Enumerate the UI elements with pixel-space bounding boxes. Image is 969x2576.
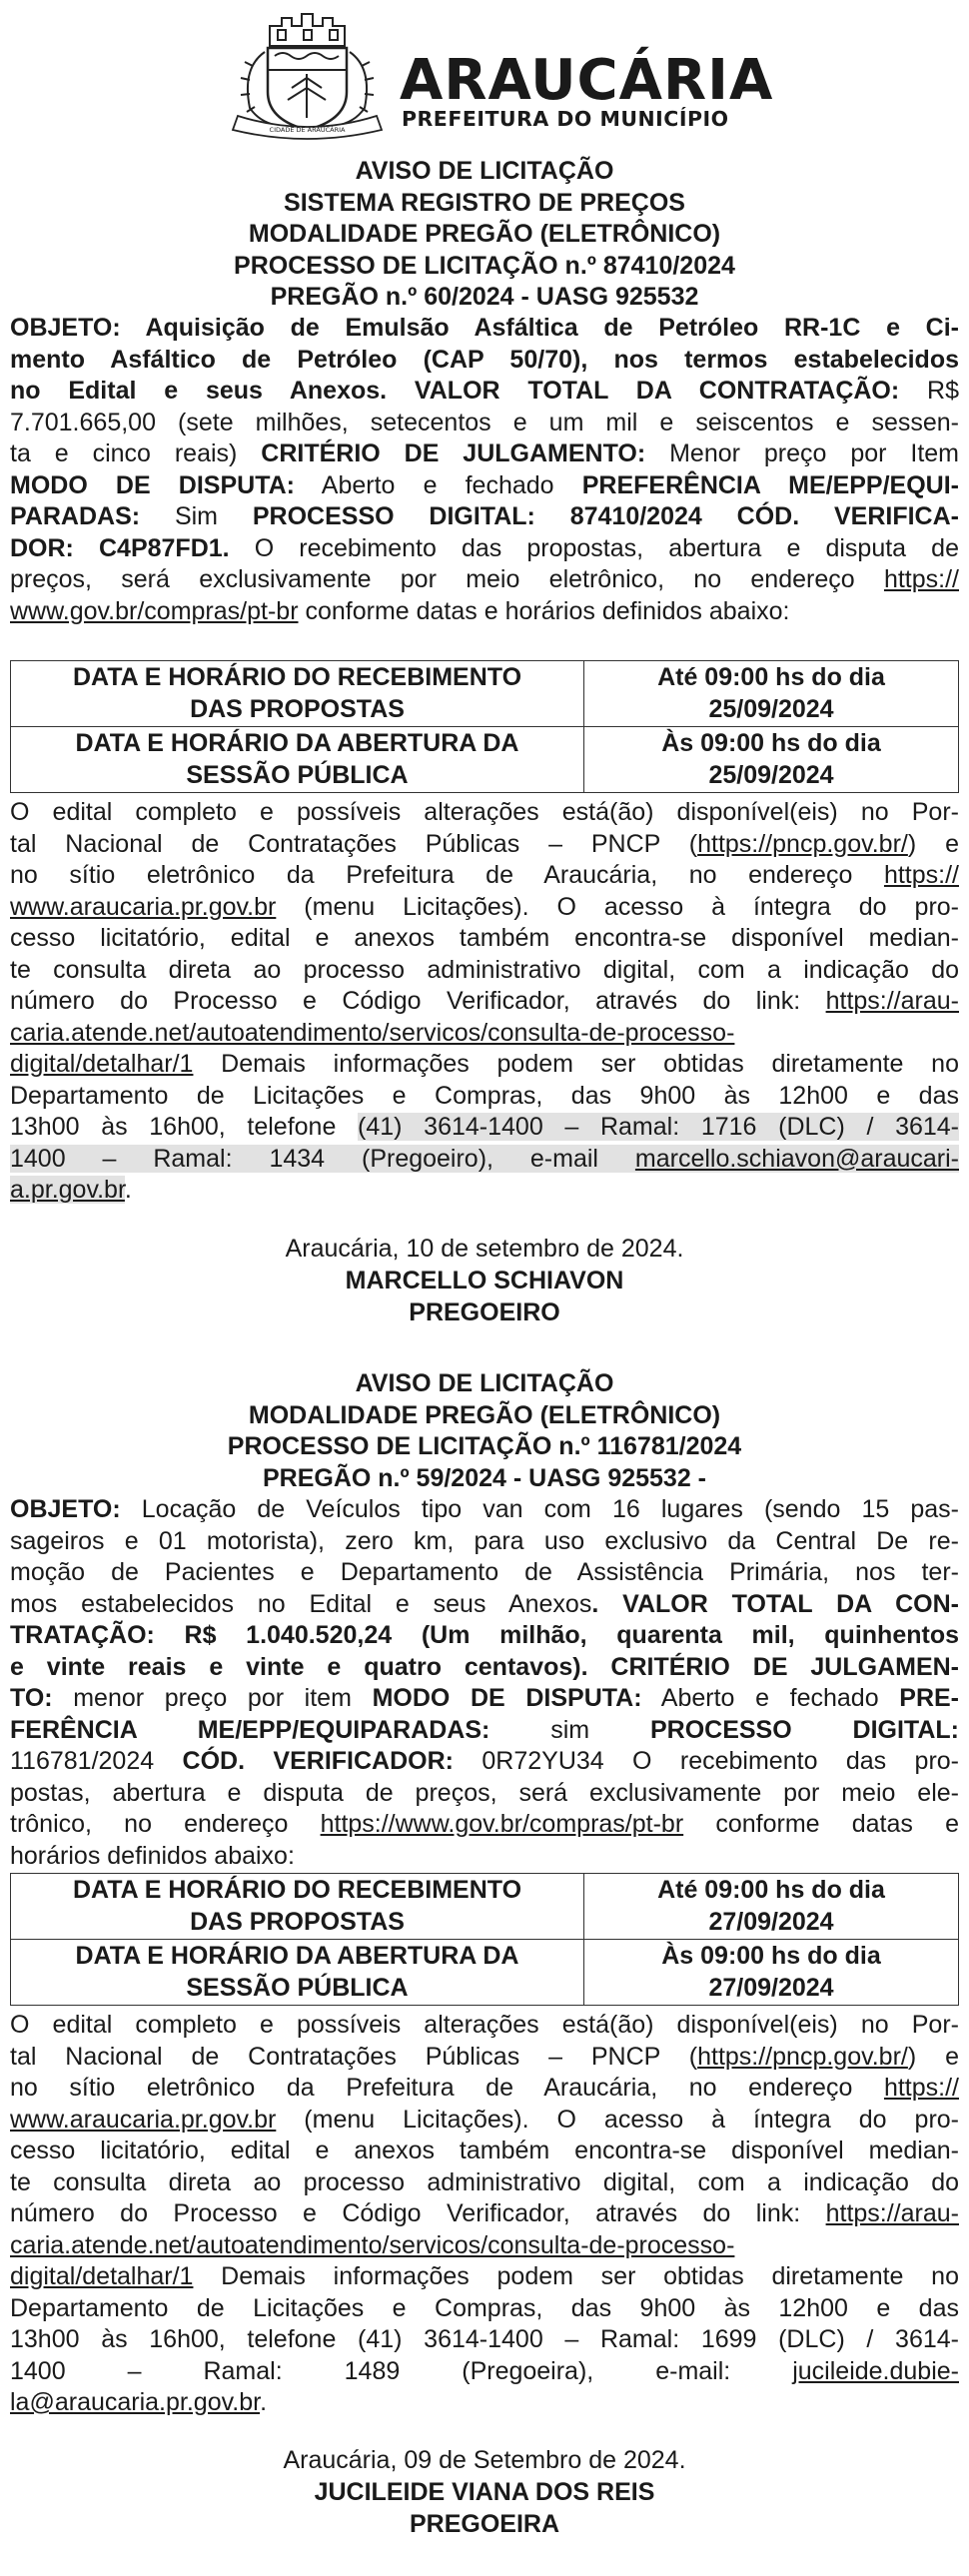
process-consult-link[interactable]: https://arau- — [825, 2199, 959, 2227]
table-row — [11, 1874, 959, 1940]
text-run: 1400 – Ramal: 1434 (Pregoeiro), e-mail — [10, 1144, 635, 1173]
schedule-label-cell — [11, 727, 584, 793]
text-run: (menu Licitações). O acesso à íntegra do pro- — [276, 892, 959, 921]
text-run: cesso licitatório, edital e anexos também encontra-se disponível median- — [10, 924, 959, 952]
text-run: PREFERÊNCIA ME/EPP/EQUI- — [581, 470, 959, 499]
notice2-title-line: PREGÃO n.º 59/2024 - UASG 925532 - — [262, 1463, 707, 1492]
text-run: . — [260, 2388, 268, 2416]
text-run: sageiros e 01 motorista), zero km, para uso exclusivo da Central De re- — [10, 1526, 959, 1555]
cell-text: DATA E HORÁRIO DO RECEBIMENTO — [72, 663, 522, 691]
signer-role: PREGOEIRA — [409, 2510, 560, 2538]
text-run: 13h00 às 16h00, telefone (41) 3614-1400 – Ramal: 1699 (DLC) / 3614- — [10, 2325, 959, 2353]
text-run: Menor preço por Item — [645, 439, 959, 467]
compras-link[interactable]: https:// — [883, 565, 959, 593]
text-run: tal Nacional de Contratações Públicas – PNCP ( — [10, 829, 698, 858]
cell-text: Às 09:00 hs do dia — [661, 729, 881, 757]
notice1-signature — [0, 1233, 969, 1328]
text-run: O edital completo e possíveis alterações está(ão) disponível(eis) no Por- — [10, 2011, 959, 2039]
notice1-object-paragraph — [10, 313, 959, 627]
text-run: horários definidos abaixo: — [10, 1841, 295, 1870]
text-run: OBJETO: Aquisição de Emulsão Asfáltica de Petróleo RR-1C e Ci- — [10, 314, 959, 342]
cell-text: SESSÃO PÚBLICA — [186, 760, 409, 789]
cell-text: Até 09:00 hs do dia — [657, 663, 885, 691]
signer-name: JUCILEIDE VIANA DOS REIS — [314, 2478, 655, 2506]
place-date: Araucária, 10 de setembro de 2024. — [285, 1235, 684, 1263]
text-run: ) e — [907, 2042, 959, 2071]
text-run: PROCESSO DIGITAL: 87410/2024 CÓD. VERIFICA- — [252, 502, 959, 530]
text-run: CÓD. VERIFICADOR: — [182, 1747, 454, 1775]
coat-of-arms-logo — [220, 8, 395, 145]
schedule-label-cell — [11, 1874, 584, 1940]
text-run: Aberto e fechado — [295, 470, 582, 499]
notice2-title-line: PROCESSO DE LICITAÇÃO n.º 116781/2024 — [227, 1432, 742, 1460]
brand-subtitle: PREFEITURA DO MUNICÍPIO — [402, 107, 729, 131]
text-run: Departamento de Licitações e Compras, das 9h00 às 12h00 e das — [10, 1081, 959, 1110]
text-run: mos estabelecidos no Edital e seus Anexos — [10, 1589, 592, 1618]
schedule-value-cell — [584, 1874, 959, 1940]
cell-text: DAS PROPOSTAS — [190, 1907, 405, 1936]
text-run: cesso licitatório, edital e anexos também encontra-se disponível median- — [10, 2137, 959, 2164]
text-run: 7.701.665,00 (sete milhões, setecentos e um mil e seiscentos e sessen- — [10, 408, 959, 436]
process-consult-link[interactable]: digital/detalhar/1 — [10, 2262, 194, 2290]
cell-text: 25/09/2024 — [708, 694, 834, 723]
text-run: FERÊNCIA ME/EPP/EQUIPARADAS: — [10, 1715, 490, 1744]
notice1-title-line: PREGÃO n.º 60/2024 - UASG 925532 — [270, 283, 699, 311]
schedule-value-cell — [584, 1940, 959, 2006]
schedule-value-cell — [584, 727, 959, 793]
brand-block — [400, 48, 774, 131]
notice2-object-paragraph — [10, 1494, 959, 1872]
email-link[interactable]: la@araucaria.pr.gov.br — [10, 2388, 261, 2416]
text-run: 13h00 às 16h00, telefone — [10, 1113, 359, 1141]
notice2-schedule-table — [10, 1873, 959, 2006]
phone-number: (41) 3614-1400 – Ramal: 1716 (DLC) / 3614- — [358, 1113, 960, 1141]
text-run: MODO DE DISPUTA: — [10, 470, 295, 499]
text-run: ta e cinco reais) — [10, 439, 262, 467]
text-run: O edital completo e possíveis alterações está(ão) disponível(eis) no Por- — [10, 798, 959, 826]
cell-text: 27/09/2024 — [708, 1907, 834, 1936]
table-row — [11, 727, 959, 793]
text-run: Demais informações podem ser obtidas diretamente no — [193, 2262, 959, 2290]
notice1-title-line: AVISO DE LICITAÇÃO — [355, 157, 614, 185]
table-row — [11, 661, 959, 727]
text-run: moção de Pacientes e Departamento de Assistência Primária, nos ter- — [10, 1558, 959, 1586]
text-run: preços, será exclusivamente por meio eletrônico, no endereço — [10, 565, 884, 593]
compras-link[interactable]: https://www.gov.br/compras/pt-br — [320, 1810, 684, 1838]
araucaria-site-link[interactable]: www.araucaria.pr.gov.br — [10, 892, 277, 921]
text-run: . — [124, 1176, 132, 1204]
pncp-link[interactable]: https://pncp.gov.br/ — [697, 829, 908, 858]
text-run: te consulta direta ao processo administrativo digital, com a indicação do — [10, 955, 959, 984]
text-run: 0R72YU34 O recebimento das pro- — [453, 1747, 960, 1775]
cell-text: Até 09:00 hs do dia — [657, 1876, 885, 1904]
cell-text: 25/09/2024 — [708, 760, 834, 789]
notice1-schedule-table — [10, 660, 959, 793]
notice2-signature — [0, 2444, 969, 2540]
text-run: R$ — [899, 377, 959, 405]
process-consult-link[interactable]: caria.atende.net/autoatendimento/servicos/consulta-de-processo- — [10, 1018, 735, 1047]
compras-link[interactable]: www.gov.br/compras/pt-br — [10, 596, 299, 625]
notice1-title-line: SISTEMA REGISTRO DE PREÇOS — [284, 188, 685, 217]
cell-text: DATA E HORÁRIO DO RECEBIMENTO — [72, 1876, 522, 1904]
cell-text: 27/09/2024 — [708, 1973, 834, 2002]
cell-text: DATA E HORÁRIO DA ABERTURA DA — [75, 729, 519, 757]
brand-name: ARAUCÁRIA — [400, 48, 774, 113]
text-run: trônico, no endereço — [10, 1810, 321, 1838]
signer-name: MARCELLO SCHIAVON — [345, 1267, 624, 1294]
signer-role: PREGOEIRO — [409, 1298, 560, 1326]
pncp-link[interactable]: https://pncp.gov.br/ — [697, 2042, 908, 2071]
email-link[interactable]: marcello.schiavon@araucari- — [634, 1144, 959, 1173]
cell-text: DAS PROPOSTAS — [190, 694, 405, 723]
text-run: mento Asfáltico de Petróleo (CAP 50/70), nos termos estabelecidos — [10, 345, 959, 374]
text-run: número do Processo e Código Verificador, através do link: — [10, 2199, 826, 2227]
text-run: . VALOR TOTAL DA CON- — [591, 1589, 959, 1618]
place-date: Araucária, 09 de Setembro de 2024. — [283, 2446, 686, 2474]
process-consult-link[interactable]: caria.atende.net/autoatendimento/servicos/consulta-de-processo- — [10, 2230, 735, 2259]
text-run: Locação de Veículos tipo van com 16 lugares (sendo 15 pas- — [120, 1495, 959, 1523]
notice1-title-line: MODALIDADE PREGÃO (ELETRÔNICO) — [248, 220, 721, 248]
text-run: no Edital e seus Anexos. VALOR TOTAL DA CONTRATAÇÃO: — [10, 377, 900, 405]
text-run: número do Processo e Código Verificador, através do link: — [10, 987, 826, 1015]
process-consult-link[interactable]: https://arau- — [825, 987, 959, 1015]
text-run: te consulta direta ao processo administrativo digital, com a indicação do — [10, 2167, 959, 2196]
text-run: tal Nacional de Contratações Públicas – PNCP ( — [10, 2042, 698, 2071]
text-run: e vinte reais e vinte e quatro centavos). CRITÉRIO DE JULGAMEN- — [10, 1652, 959, 1681]
araucaria-site-link[interactable]: www.araucaria.pr.gov.br — [10, 2105, 277, 2134]
schedule-label-cell — [11, 1940, 584, 2006]
text-run: 116781/2024 — [10, 1747, 183, 1775]
notice2-info-paragraph — [10, 2010, 959, 2419]
notice2-title-line: AVISO DE LICITAÇÃO — [355, 1369, 614, 1397]
text-run: postas, abertura e disputa de preços, será exclusivamente por meio ele- — [10, 1778, 959, 1807]
cell-text: Às 09:00 hs do dia — [661, 1942, 881, 1970]
text-run: menor preço por item — [52, 1684, 373, 1712]
text-run: conforme datas e — [683, 1810, 959, 1838]
text-run: DOR: C4P87FD1. — [10, 533, 230, 562]
text-run: MODO DE DISPUTA: — [372, 1684, 642, 1712]
text-run: PRE- — [899, 1684, 959, 1712]
araucaria-site-link[interactable]: https:// — [883, 2074, 959, 2102]
text-run: Aberto e fechado — [641, 1684, 900, 1712]
notice1-title-line: PROCESSO DE LICITAÇÃO n.º 87410/2024 — [234, 251, 735, 280]
notice2-title-line: MODALIDADE PREGÃO (ELETRÔNICO) — [248, 1400, 721, 1429]
logo-ribbon-text: CIDADE DE ARAUCÁRIA — [269, 126, 346, 134]
text-run: no sítio eletrônico da Prefeitura de Araucária, no endereço — [10, 861, 884, 889]
notice2-heading — [0, 1368, 969, 1494]
cell-text: SESSÃO PÚBLICA — [186, 1973, 409, 2002]
cell-text: DATA E HORÁRIO DA ABERTURA DA — [75, 1942, 519, 1970]
schedule-value-cell — [584, 661, 959, 727]
text-run: no sítio eletrônico da Prefeitura de Araucária, no endereço — [10, 2074, 884, 2102]
schedule-label-cell — [11, 661, 584, 727]
text-run: ) e — [907, 829, 959, 858]
text-run: Demais informações podem ser obtidas diretamente no — [193, 1050, 959, 1078]
text-run: PROCESSO DIGITAL: — [649, 1715, 959, 1744]
text-run: TO: — [10, 1684, 53, 1712]
text-run: Sim — [140, 502, 253, 530]
text-run: CRITÉRIO DE JULGAMENTO: — [261, 439, 646, 467]
text-run: (menu Licitações). O acesso à íntegra do pro- — [276, 2105, 959, 2134]
text-run: OBJETO: — [10, 1495, 121, 1523]
text-run: TRATAÇÃO: R$ 1.040.520,24 (Um milhão, quarenta mil, quinhentos — [10, 1621, 959, 1649]
text-run: sim — [489, 1715, 650, 1744]
process-consult-link[interactable]: digital/detalhar/1 — [10, 1050, 194, 1078]
text-run: 1400 – Ramal: 1489 (Pregoeira), e-mail: — [10, 2356, 793, 2385]
text-run: PARADAS: — [10, 502, 141, 530]
araucaria-site-link[interactable]: https:// — [883, 861, 959, 889]
notice1-info-paragraph — [10, 797, 959, 1207]
text-run: O recebimento das propostas, abertura e disputa de — [229, 533, 959, 562]
table-row — [11, 1940, 959, 2006]
email-link[interactable]: jucileide.dubie- — [792, 2356, 959, 2385]
notice1-heading — [0, 156, 969, 314]
text-run: conforme datas e horários definidos abaixo: — [298, 596, 790, 625]
text-run: Departamento de Licitações e Compras, das 9h00 às 12h00 e das — [10, 2293, 959, 2322]
email-link[interactable]: a.pr.gov.br — [10, 1176, 125, 1204]
